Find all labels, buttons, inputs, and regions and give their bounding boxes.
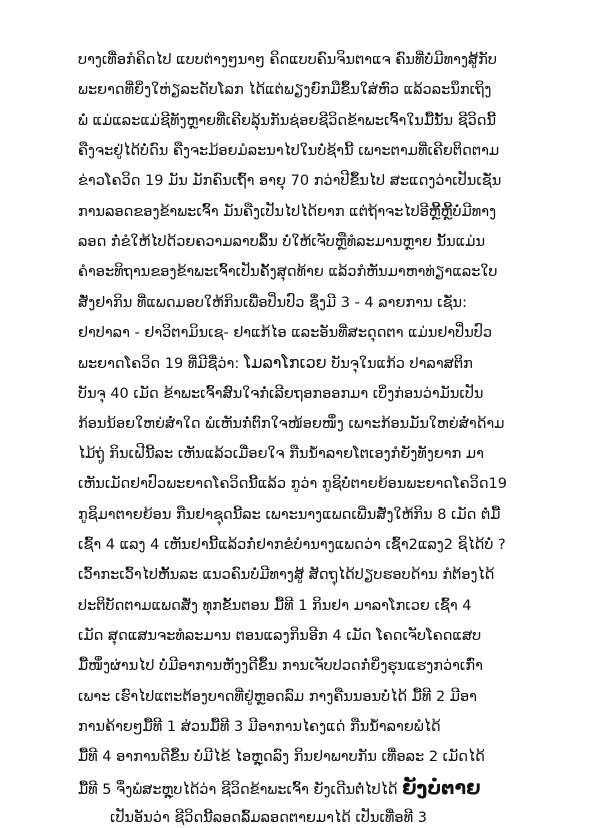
- text-line: ບາງເທື່ອກໍຄິດໄປ ແບບຕ່າງໆນາໆ ຄິດແບບຄົນຈິນຕາແຈ ຄົນທີ່ບໍ່ມີທາງສູ້ກັບ: [78, 52, 497, 68]
- text-line: ປະຕິບັດຕາມແພດສັ່ງ ທຸກຂັ້ນຕອນ ມື້ທີ 1 ກິນຢາ ມາລາໂກເວຍ ເຊົ້າ 4: [78, 598, 472, 614]
- text-line: ເພາະ ເຮົາໄປແຕະຕ້ອງບາດທີ່ຢູ່ຫຼອດລົມ ກາງຄືນນອນບໍ່ໄດ້ ມື້ທີ 2 ມີອາ: [78, 689, 477, 705]
- text-line: ກ້ອນນ້ອຍໃຫຍ່ສໍ່າໃດ ພໍເຫັນກໍ່ຕົກໃຈໜ້ອຍໜຶ່ງ ເພາະກ້ອນມັນໃຫຍ່ສໍ່າດ້າມ: [78, 416, 505, 432]
- text-line: ໄມ້ຖູ່ ກິນເຝີນີ້ລະ ເຫັນແລ້ວເມື່ອຍໃຈ ກືນນໍ້າລາຍໂຕເອງກໍຍັງທັງຍາກ ມາ: [78, 446, 484, 462]
- text-line: ຄືງຈະຢູ່ໄດ້ບໍ່ດົນ ຄືງຈະມ້ອຍມໍລະນາໄປໃນບໍ່ຊ້ານີ້ ເພາະຕາມທີ່ເຄີຍຕິດຕາມ: [78, 143, 500, 159]
- text-line: ລອດ ກໍ່ຂໍໃຫ້ໄປດ້ວຍຄວາມລາບລຶ້ນ ບໍ່ໃຫ້ເຈັບຫຼືທໍລະມານຫຼາຍ ນັ້ນແມ່ນ: [78, 234, 485, 250]
- text-line-with-drug-name: [78, 353, 473, 374]
- text-line: ການຄ້າຍໆມື້ທີ 1 ສ່ວນມື້ທີ 3 ມີອາການໄຄງແດ່ ກືນນໍ້າລາຍພໍໄດ້: [78, 719, 441, 735]
- text-line: ກູຊິມາຕາຍຍ້ອນ ກືນຢາຊຸດນີ້ລະ ເພາະນາງແພດເພີ່ນສັ່ງໃຫ້ກິນ 8 ເມັດ ຕໍ່ມື້: [78, 507, 501, 523]
- text-segment: ມື້ທີ 5 ຈຶ່ງພໍສະຫຼຸບໄດ້ວ່າ ຊີວິດຂ້າພະເຈົ້າ ຍັງເດີນຕໍ່ໄປໄດ້: [78, 782, 403, 798]
- text-line: ເຊົ້າ 4 ແລງ 4 ເຫັນຢານີ້ແລ້ວກໍ່ຢາກຂໍບໍານາງແພດວ່າ ເຊົ້າ2ແລງ2 ຊິໄດ້ບໍ່ ?: [78, 537, 506, 553]
- text-line: ເວົ້າກະເວົ້າໄປຫັ້ນລະ ແນວຄົນບໍ່ມີທາງສູ້ ສັດຖຸໄດ້ປຽບຮອບດ້ານ ກໍຕ້ອງໄດ້: [78, 567, 495, 583]
- text-line: ຄໍາອະທິຖານຂອງຂ້າພະເຈົ້າເປັນຄັ້ງສຸດທ້າຍ ແລ້ວກໍຫັນມາຫາທ່ຽາແລະໃບ: [78, 264, 498, 280]
- text-line: ມື້ທີ 4 ອາການດີຂຶ້ນ ບໍ່ມີໄຂ້ ໄອຫຼຸດລົງ ກິນຢາພາບກັນ ເທື່ອລະ 2 ເມັດໄດ້: [78, 749, 485, 765]
- text-line: ເມັດ ສຸດແສນຈະທໍລະມານ ຕອນແລງກິນອີກ 4 ເມັດ ໂຄດເຈັບໂຄດແສບ: [78, 628, 482, 644]
- text-line: ຢາປາລາ - ຢາວິຕາມິນເຊ- ຢາແກ້ໄອ ແລະອັນທີ່ສະດຸດຕາ ແມ່ນຢາປິ່ນປົວ: [78, 325, 493, 341]
- text-line: ການລອດຂອງຂ້າພະເຈົ້າ ມັນຄືງເປັນໄປໄດ້ຍາກ ແຕ່ຖ້າຈະໄປອີຫຼີ້ຫຼີ້ບໍ່ມີທາງ: [78, 204, 497, 220]
- text-line: ຂ່າວໂຄວິດ 19 ມັນ ມັກຄົນເຖົ້າ ອາຍຸ 70 ກວ່າປີຂຶ້ນໄປ ສະແດງວ່າເປັນເຊັ່ນ: [78, 173, 502, 189]
- text-line: ເຫັນເມັດຢາປົວພະຍາດໂຄວິດນີ້ແລ້ວ ກູວ່າ ກູຊິບໍ່ຕາຍຍ້ອນພະຍາດໂຄວິດ19: [78, 476, 507, 492]
- text-line: ພະຍາດທີ່ຍິ່ງໃຫ່ຽລະດັບໂລກ ໄດ້ແຕ່ພຽງຍົກມືຂຶ້ນໃສ່ຫົວ ແລ້ວລະນຶກເຖິງ: [78, 82, 492, 98]
- text-line: ພໍ່ ແມ່ແລະແມ່ຊີທັງຫຼາຍທີ່ເຄີຍລຸ້ນກັນຊ່ອຍຊີວິດຂ້າພະເຈົ້າໃນມື້ນັ້ນ ຊີວິດນີ້: [78, 113, 497, 129]
- emphasis-text: ຍັງບໍ່ຕາຍ: [402, 777, 481, 799]
- text-line: ສັ່ງຢາກິນ ທີ່ແພດມອບໃຫ້ກິນເພື່ອປິ່ນປົວ ຊຶ່ງມີ 3 - 4 ລາຍການ ເຊັ່ນ:: [78, 295, 467, 311]
- text-line-with-emphasis: [78, 778, 481, 800]
- text-segment: ບັນຈຸໃນແກ້ວ ປາລາສຕິກ: [326, 356, 473, 372]
- text-line: ມື້ໜຶ່ງຜ່ານໄປ ບໍ່ມີອາການຫັງງດີຂຶ້ນ ການເຈັບປວດກໍ່ຍິ່ງຮຸນແຮງກວ່າເກົ່າ: [78, 658, 483, 674]
- text-line: ບັນຈຸ 40 ເມັດ ຂ້າພະເຈົ້າສົນໃຈກໍ່ເລີຍຖອກອອກມາ ເບິ່ງກ່ອນວ່າມັນເປັນ: [78, 386, 484, 402]
- final-line: ເປັນອັນວ່າ ຊີວິດນີ້ລອດລົ້ມລອດຕາຍມາໄດ້ ເປັນເທື່ອທີ 3: [110, 810, 427, 826]
- drug-name: ໂມລາໂກເວຍ: [243, 353, 327, 372]
- text-segment: ພະຍາດໂຄວິດ 19 ທີ່ມີຊື່ວ່າ:: [78, 356, 244, 372]
